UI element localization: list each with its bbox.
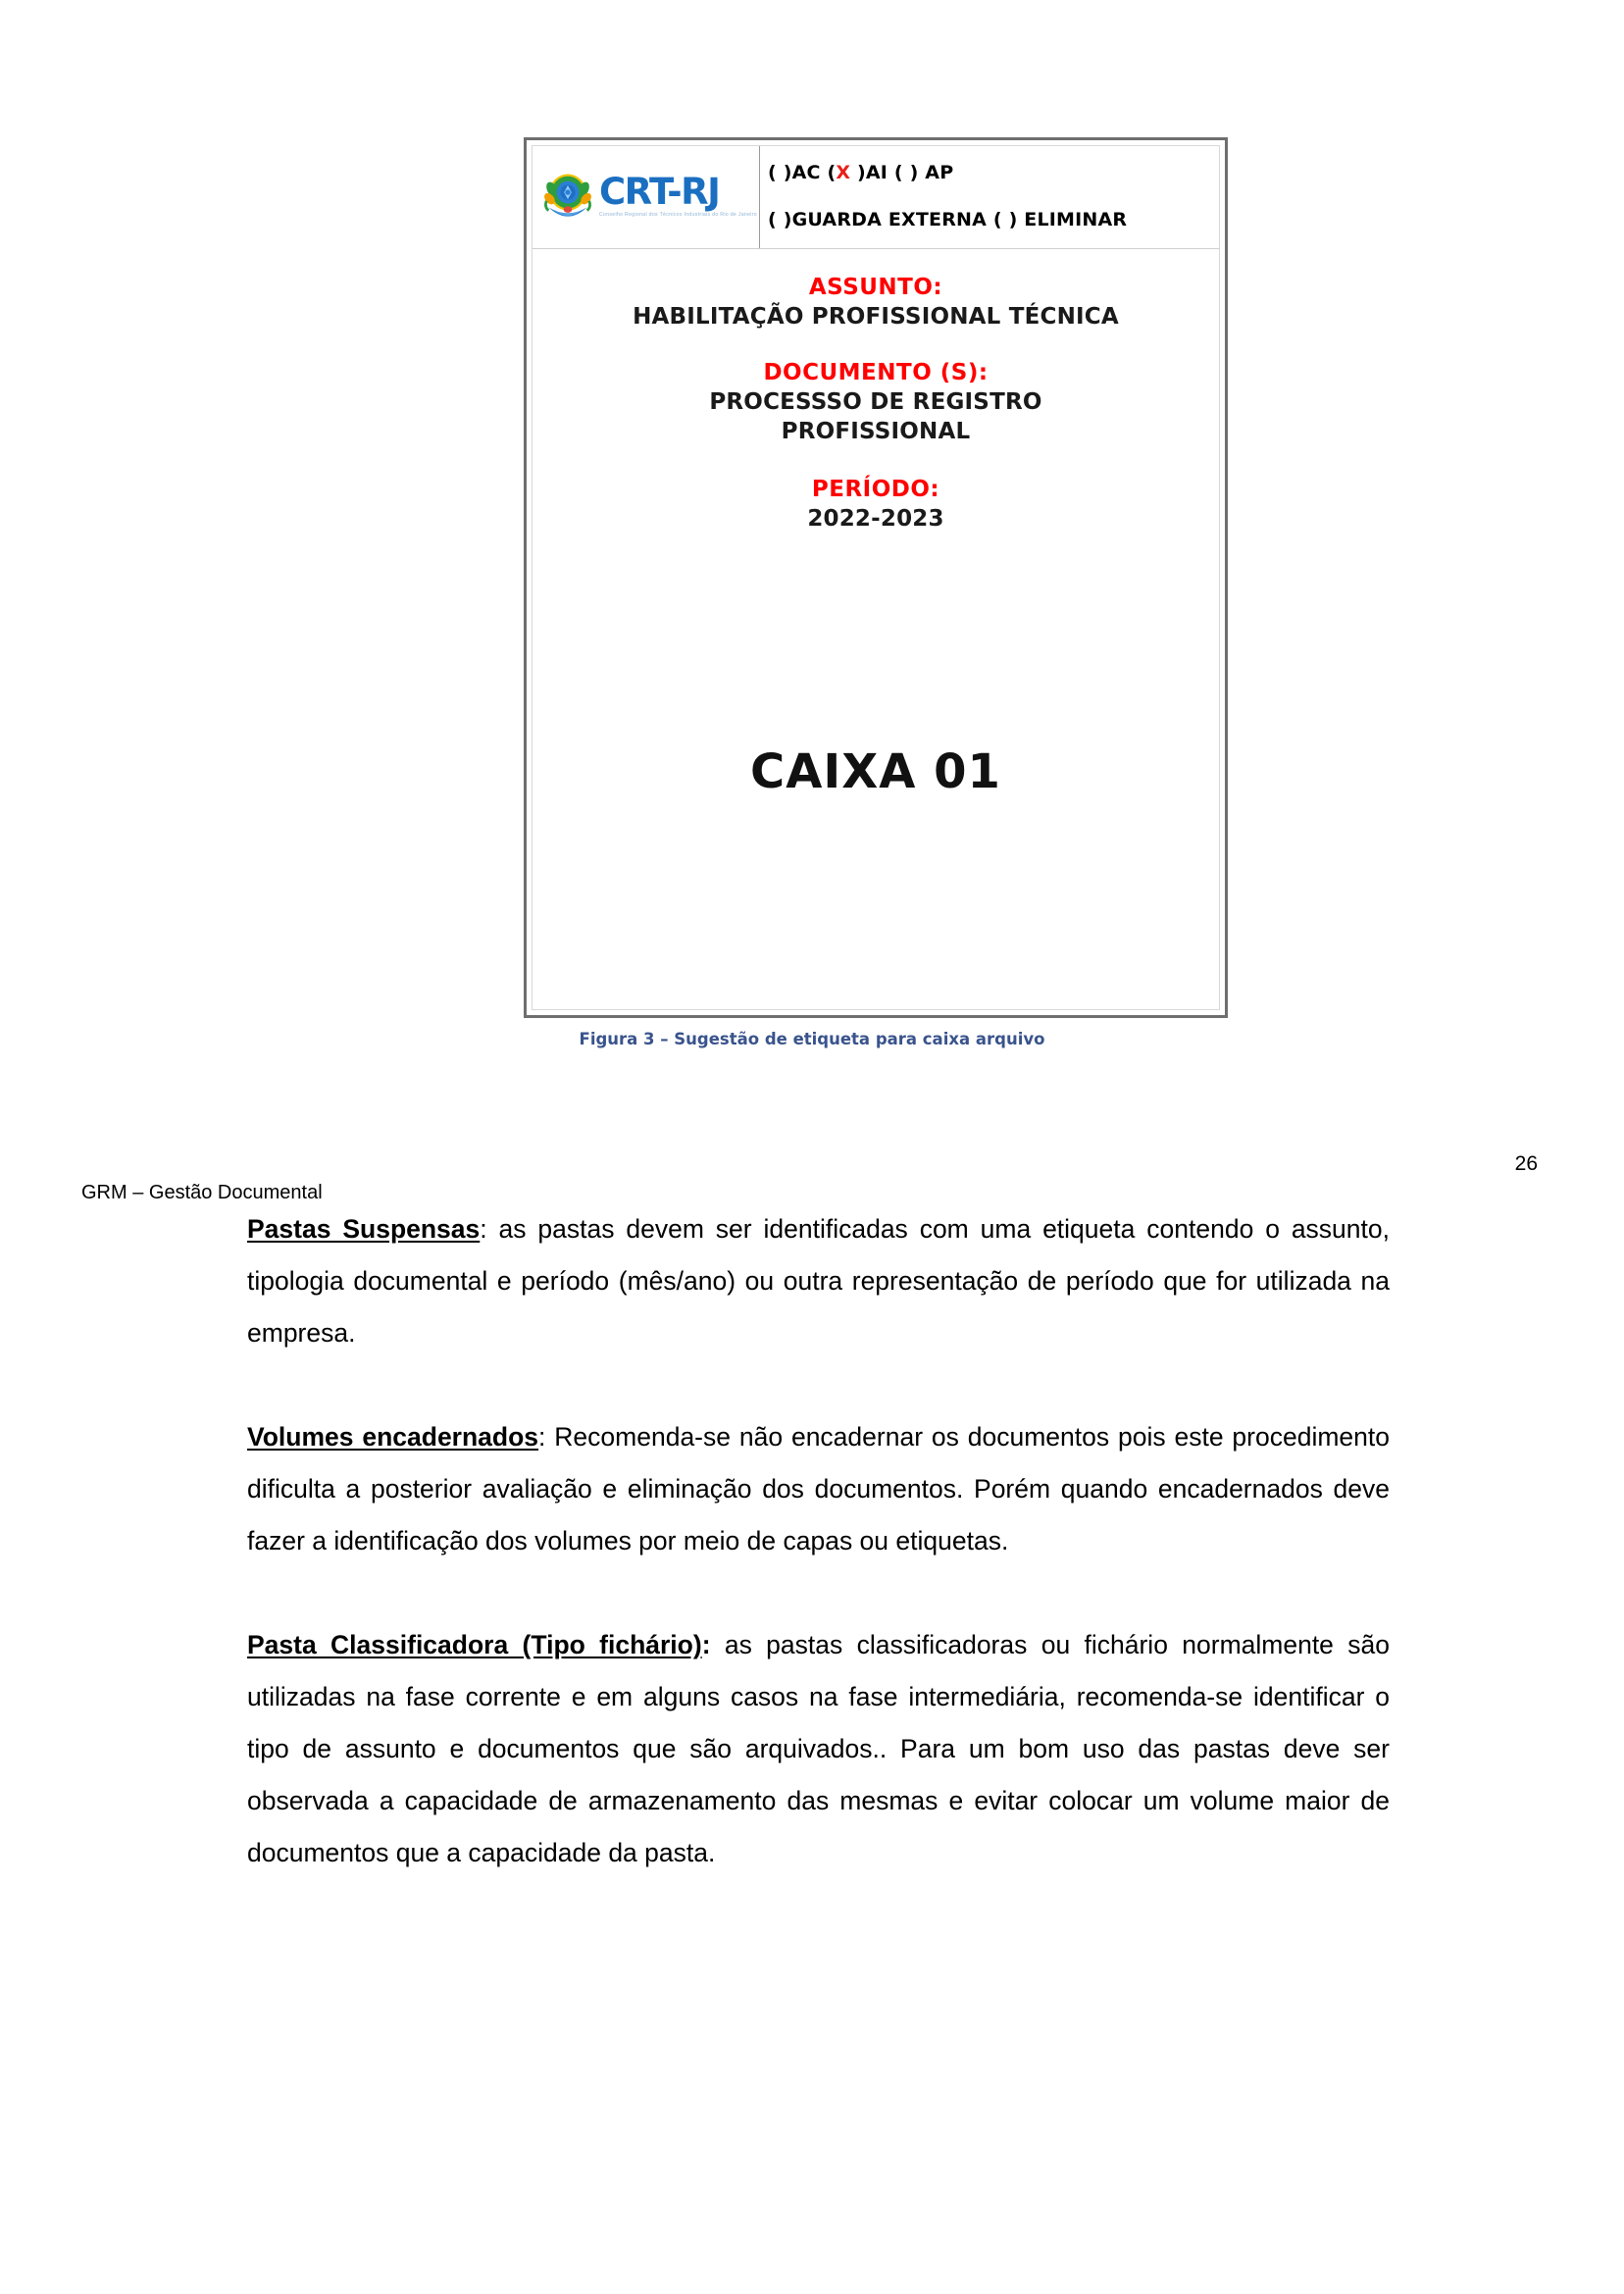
documento-value-line-1: PROCESSSO DE REGISTRO xyxy=(709,389,1042,416)
paragraph-pasta-classificadora xyxy=(247,1619,1390,1879)
label-field-assunto xyxy=(533,249,1219,332)
paragraph-lead-separator: : xyxy=(480,1214,487,1244)
archive-box-label-inner xyxy=(532,145,1220,1010)
label-checkbox-area xyxy=(760,146,1219,248)
paragraph-lead-in: Pastas Suspensas xyxy=(247,1214,481,1244)
brazil-coat-of-arms-icon xyxy=(540,168,595,227)
label-body xyxy=(533,249,1219,1009)
checkbox-row-disposal: ( )GUARDA EXTERNA ( ) ELIMINAR xyxy=(768,209,1128,231)
paragraph-pastas-suspensas xyxy=(247,1203,1390,1359)
checkbox-row-1-post: )AI ( ) AP xyxy=(850,162,954,184)
periodo-heading: PERÍODO: xyxy=(811,476,940,502)
archive-box-label-frame xyxy=(524,137,1228,1018)
label-header xyxy=(533,146,1219,249)
paragraph-body: Recomenda-se não encadernar os documentos pois este procedimento dificulta a posterior avaliação e eliminação dos documentos. Porém quando encadernados deve fazer a identificação dos volumes por meio de capas ou etiquetas. xyxy=(247,1422,1390,1555)
paragraph-lead-separator: : xyxy=(538,1422,546,1452)
assunto-value: HABILITAÇÃO PROFISSIONAL TÉCNICA xyxy=(633,304,1119,331)
paragraph-lead-in: Volumes encadernados xyxy=(247,1422,539,1452)
documento-heading: DOCUMENTO (S): xyxy=(763,359,989,385)
assunto-heading: ASSUNTO: xyxy=(808,275,943,300)
periodo-value: 2022-2023 xyxy=(807,506,944,533)
crt-logo-subtitle: Conselho Regional dos Técnicos Industriais do Rio de Janeiro xyxy=(599,212,757,219)
checkbox-row-1-pre: ( )AC ( xyxy=(768,162,837,184)
box-number: CAIXA 01 xyxy=(750,744,1001,799)
page-number: 26 xyxy=(1514,1152,1538,1175)
checkbox-row-destination xyxy=(768,163,1219,184)
logo-cell xyxy=(533,146,760,248)
figure-caption: Figura 3 – Sugestão de etiqueta para caixa arquivo xyxy=(579,1030,1045,1048)
crt-wordmark xyxy=(599,175,757,220)
label-field-periodo xyxy=(533,447,1219,535)
documento-value-line-2: PROFISSIONAL xyxy=(781,419,971,445)
paragraph-lead-in: Pasta Classificadora (Tipo fichário) xyxy=(247,1630,702,1659)
body-text xyxy=(247,1203,1390,1879)
paragraph-body: as pastas classificadoras ou fichário normalmente são utilizadas na fase corrente e em alguns casos na fase intermediária, recomenda-se identificar o tipo de assunto e documentos que são arquivados.. Para um bom uso das pastas deve ser observada a capacidade de armazenamento das mesmas e evitar colocar um volume maior de documentos que a capacidade da pasta. xyxy=(247,1630,1390,1867)
paragraph-body: as pastas devem ser identificadas com uma etiqueta contendo o assunto, tipologia documental e período (mês/ano) ou outra representação de período que for utilizada na empresa. xyxy=(247,1214,1390,1348)
running-head: GRM – Gestão Documental xyxy=(81,1182,323,1203)
paragraph-volumes-encadernados xyxy=(247,1411,1390,1567)
label-field-documento xyxy=(533,332,1219,447)
crt-logo-text: CRT-RJ xyxy=(599,175,720,214)
checkbox-x-mark: X xyxy=(836,162,851,184)
paragraph-lead-separator: : xyxy=(701,1630,711,1659)
